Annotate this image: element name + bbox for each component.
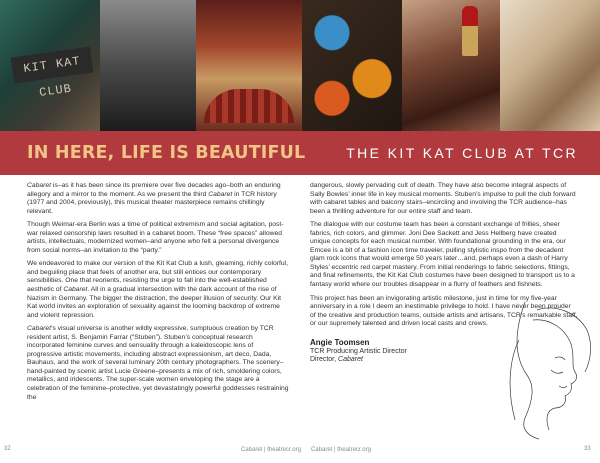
paragraph — [27, 182, 290, 216]
title-band — [0, 131, 600, 175]
text-run: Though Weimar-era Berlin was a time of political extremism and social agitation, post-war relaxed censorship laws resulted in a cabaret boom. These “free spaces” allowed artists, intellectuals, modernized women–and anyone who felt a personal divergence from social norms–an invitation to the “party.” — [27, 221, 284, 254]
signature-name: Angie Toomsen — [310, 337, 370, 347]
paragraph — [310, 221, 578, 289]
portrait-photo — [100, 0, 196, 131]
kit-kat-sign-text: KIT KAT CLUB — [11, 47, 94, 84]
kit-kat-club-sign-photo — [0, 0, 100, 131]
footer-credit-left: Cabaret | theatrecr.org — [241, 447, 301, 453]
text-run: is–as it has been since its premiere over five decades ago–both an enduring allegory and a mirror to the moment. As we present the third — [27, 182, 281, 198]
signature-role-prefix: Director, — [310, 356, 339, 364]
left-column — [27, 182, 290, 407]
text-run: This project has been an invigorating artistic milestone, just in time for my five-year anniversary in a role I deem an inestimable privilege to hold. I have never been prouder of the creative and production teams, outside artists and artisans, TCR’s remarkable staff, or our supremely talented and driven local casts and crews. — [310, 294, 578, 328]
italic-text: Cabaret — [208, 190, 233, 198]
page-title-right: THE KIT KAT CLUB AT TCR — [346, 145, 578, 161]
lipstick-icon — [462, 6, 478, 56]
text-run: . All in a gradual intersection with the dark account of the rise of Nazism in Germany. The bigger the distraction, the deeper illusion of security. Our Kit Kat world invites an exploration of sexuality against the looming backdrop of extreme and violent repression. — [27, 286, 281, 319]
paint-cans-photo — [302, 0, 402, 131]
theater-seats-icon — [204, 89, 294, 123]
page-number-left: 32 — [4, 446, 11, 452]
paragraph — [27, 221, 290, 255]
text-run: ’s visual universe is another wildly expressive, sumptuous creation by TCR resident artist, S. Benjamin Farrar (“Stuben”). Stuben’s conceptual research incorporated feminine curves and sensuality through a kaleidoscopic lens of progressive artistic movements, including abstract expressionism, art deco, Dada, Bauhaus, and the work of several luminary 20th century photographers. The scenery–hand-painted by scenic artist Lucie Greene–presents a mix of rich, smoldering colors, metallics, and iridescents. The super-scale women enveloping the stage are a celebration of the feminine–protective, yet devastatingly powerful goddesses restraining the — [27, 325, 289, 401]
paragraph — [27, 325, 290, 402]
signature-role-show: Cabaret — [338, 356, 363, 364]
text-run: in TCR history (1977 and 2004, previously), this musical theater masterpiece remains chillingly relevant. — [27, 190, 277, 215]
feathers-photo — [500, 0, 600, 131]
photo-collage — [0, 0, 600, 131]
italic-text: Cabaret — [27, 325, 52, 333]
page-title-left: IN HERE, LIFE IS BEAUTIFUL — [27, 143, 306, 163]
text-run: dangerous, slowly pervading cult of death. They have also become integral aspects of Sally Bowles’ inner life in key musical moments. Stuben’s impulse to pull the club forward with cabaret tables and balcony stairs–encircling and involving the TCR audience–has been a thrilling adventure for our entire staff and team. — [310, 182, 576, 215]
paragraph — [27, 260, 290, 320]
text-run: The dialogue with our costume team has been a constant exchange of frillies, sheer fabrics, rich colors, and glimmer. Joni Dee Sackett and Jess Hellberg have created unique concepts for each musical number. With foundational grounding in the era, our Emcee is a bit of a fashion icon time traveler, pulling stylistic inspo from the decadent glam rock icons that would emerge 50 years later…and, perhaps even a dash of Harry Styles’ eccentric red carpet mastery. From initial renderings to fabric selections, fittings, and final refinements, the Kit Kat Club costumes have been designed to transport us to a fantasy world where our troubles disappear in a flurry of feathers and fishnets. — [310, 221, 575, 289]
lipstick-photo — [402, 0, 500, 131]
italic-text: Cabaret — [63, 286, 88, 294]
theater-seats-photo — [196, 0, 302, 131]
line-art-face — [505, 300, 595, 440]
paragraph — [310, 182, 578, 216]
page-number-right: 33 — [584, 446, 591, 452]
italic-text: Cabaret — [27, 182, 52, 189]
text-run: We endeavored to make our version of the Kit Kat Club a lush, gleaming, richly colorful, and beguiling place that feels of another era, but still entices our contemporary sensibilities. One that reorients, resisting the urge to fall into the well-established aesthetic of — [27, 260, 289, 294]
footer-credit-right: Cabaret | theatrecr.org — [311, 447, 371, 453]
signature-title: TCR Producing Artistic Director — [310, 347, 407, 355]
